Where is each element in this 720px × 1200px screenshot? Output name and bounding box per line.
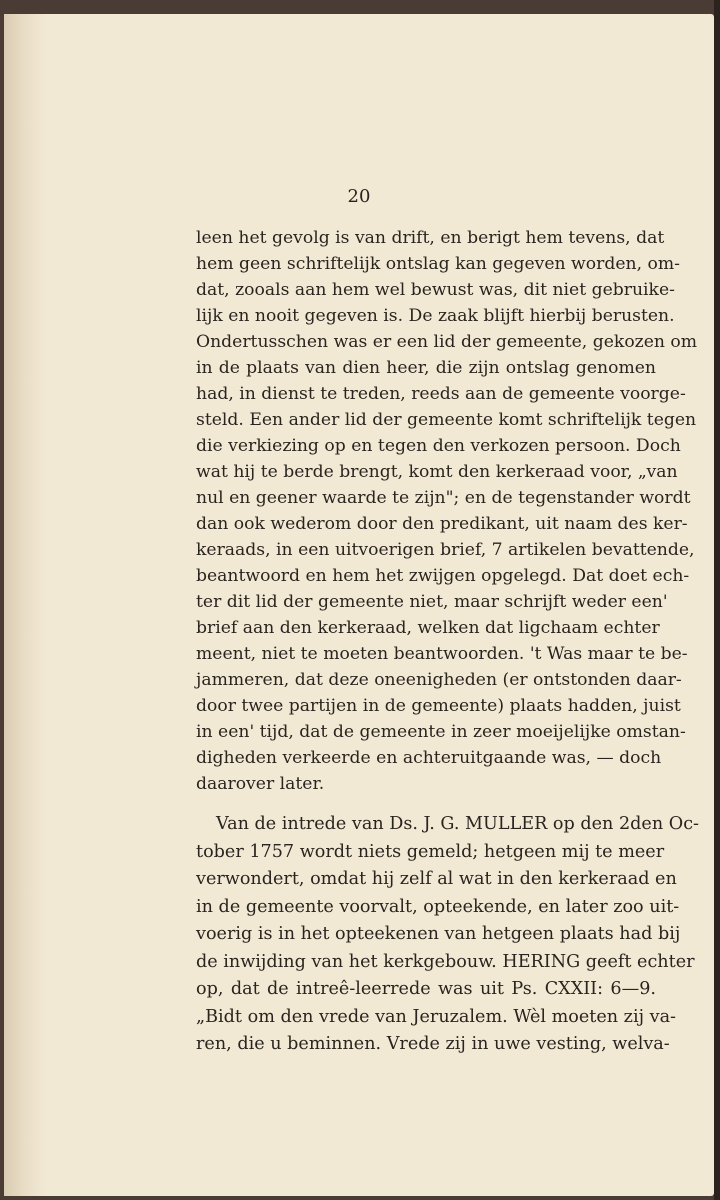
text-line: wat hij te berde brengt, komt den kerkeraad voor, „van [196,462,678,482]
text-line: voerig is in het opteekenen van hetgeen plaats had bij [196,924,681,944]
text-line: ren, die u beminnen. Vrede zij in uwe vesting, welva- [196,1034,670,1054]
text-line: Van de intrede van Ds. J. G. MULLER op den 2den Oc- [216,814,699,834]
text-line: daarover later. [196,774,325,794]
text-line: lijk en nooit gegeven is. De zaak blijft hierbij berusten. [196,306,675,326]
text-line: dat, zooals aan hem wel bewust was, dit niet gebruike- [196,280,675,300]
paragraph-2 [196,811,699,1059]
text-line: steld. Een ander lid der gemeente komt schriftelijk tegen [196,410,697,430]
text-line: die verkiezing op en tegen den verkozen persoon. Doch [196,436,681,456]
text-line: door twee partijen in de gemeente) plaats hadden, juist [196,696,681,716]
text-line: in de gemeente voorvalt, opteekende, en later zoo uit- [196,896,680,917]
text-line: beantwoord en hem het zwijgen opgelegd. Dat doet ech- [196,566,690,586]
text-line: nul en geener waarde te zijn"; en de tegenstander wordt [196,488,691,508]
text-line: in een' tijd, dat de gemeente in zeer moeijelijke omstan- [196,722,686,742]
text-line: leen het gevolg is van drift, en berigt hem tevens, dat [196,228,665,248]
text-line: „Bidt om den vrede van Jeruzalem. Wèl moeten zij va- [196,1006,677,1027]
page-number: 20 [347,186,371,207]
text-line: dan ook wederom door den predikant, uit naam des ker- [196,514,688,534]
text-line: digheden verkeerde en achteruitgaande was, — doch [196,748,662,768]
text-line: keraads, in een uitvoerigen brief, 7 artikelen bevattende, [196,540,695,560]
text-line: jammeren, dat deze oneenigheden (er ontstonden daar- [196,670,682,690]
text-line: de inwijding van het kerkgebouw. HERING geeft echter [196,951,695,972]
text-line: verwondert, omdat hij zelf al wat in den kerkeraad en [196,869,677,889]
scan-background-edge [714,0,720,1200]
text-line: hem geen schriftelijk ontslag kan gegeven worden, om- [196,254,680,274]
book-page [4,14,714,1196]
text-line: meent, niet te moeten beantwoorden. 't Was maar te be- [196,644,688,664]
text-line: ter dit lid der gemeente niet, maar schrijft weder een' [196,592,668,612]
text-line: op, dat de intreê-leerrede was uit Ps. CXXII: 6—9. [196,979,656,999]
text-line: brief aan den kerkeraad, welken dat ligchaam echter [196,618,660,638]
text-line: had, in dienst te treden, reeds aan de gemeente voorge- [196,384,686,404]
text-line: tober 1757 wordt niets gemeld; hetgeen mij te meer [196,841,665,862]
paragraph-1 [196,225,698,797]
text-line: Ondertusschen was er een lid der gemeente, gekozen om [196,332,698,352]
text-line: in de plaats van dien heer, die zijn ontslag genomen [196,358,656,378]
